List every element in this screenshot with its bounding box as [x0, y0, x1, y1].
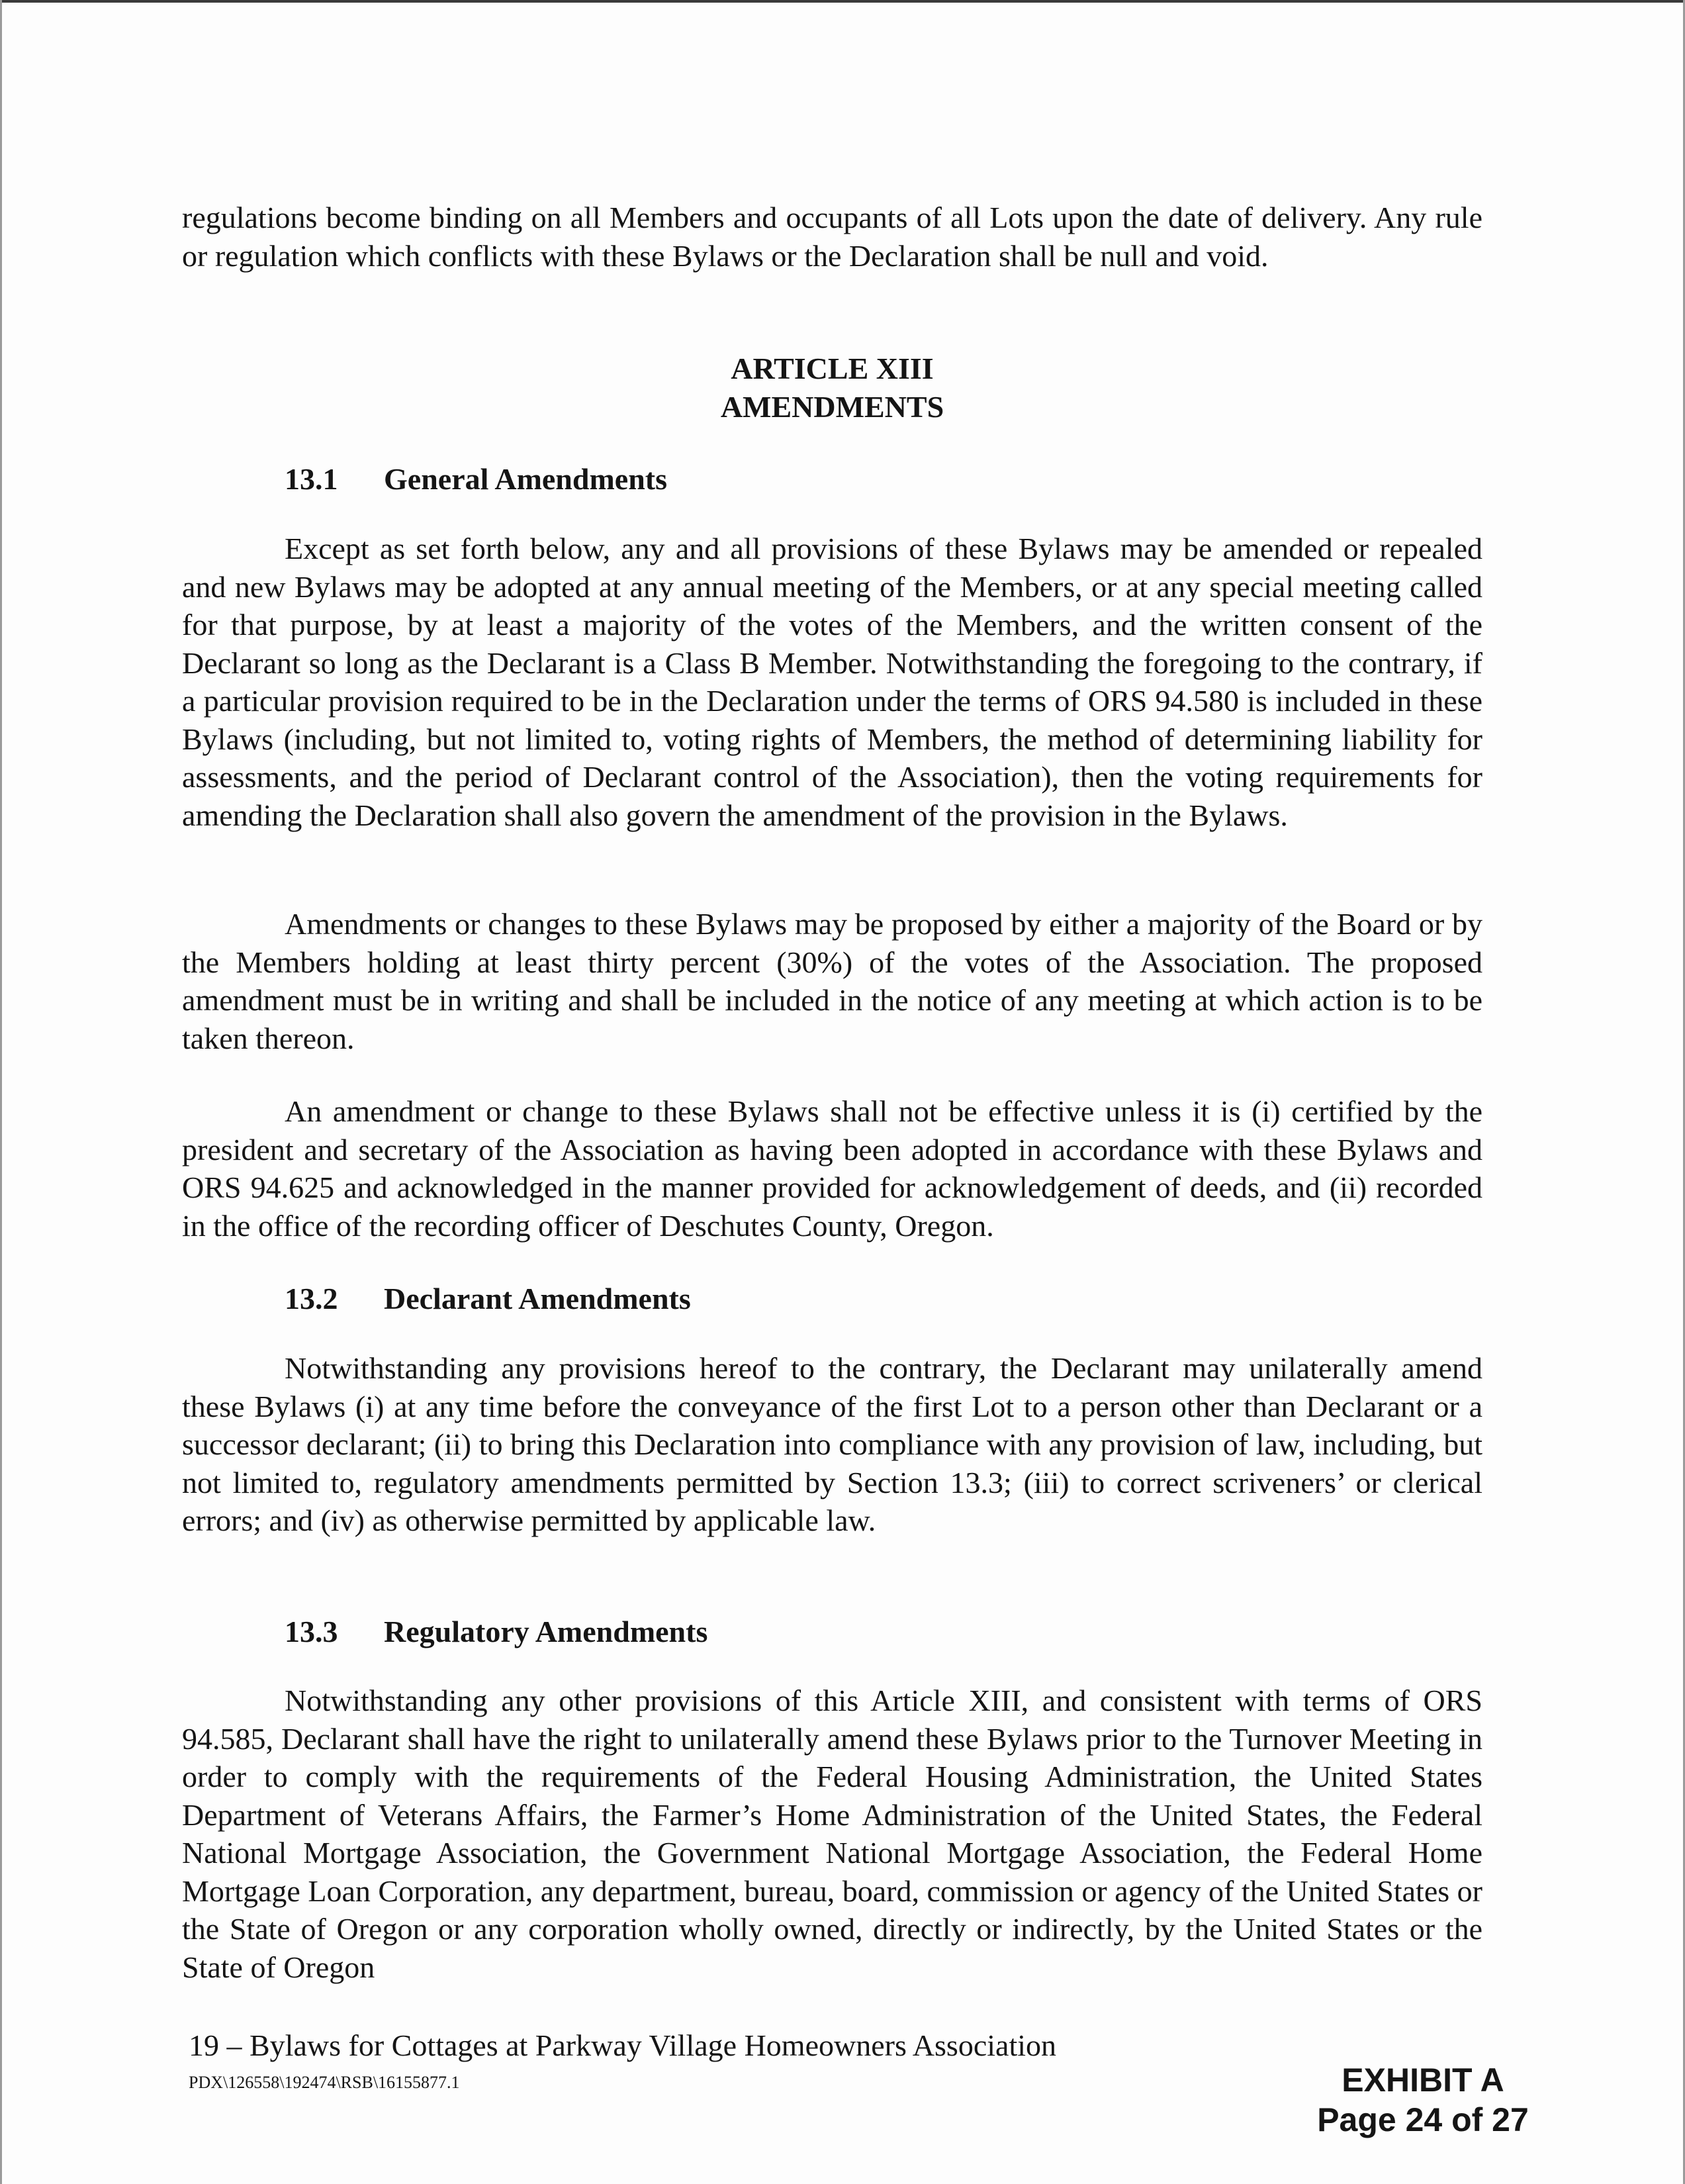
exhibit-label: EXHIBIT A — [1342, 2062, 1504, 2099]
section-number: 13.3 — [285, 1615, 338, 1648]
section-title: Declarant Amendments — [384, 1282, 691, 1315]
carryover-paragraph: regulations become binding on all Members and occupants of all Lots upon the date of delivery. Any rule or regulation which conflicts with these Bylaws or the Declaration shall be null and void. — [182, 201, 1482, 273]
scan-left-edge — [0, 0, 2, 2184]
article-title: AMENDMENTS — [720, 390, 944, 424]
footer-page-title: 19 – Bylaws for Cottages at Parkway Village Homeowners Association — [189, 2028, 1056, 2062]
section-title: Regulatory Amendments — [384, 1615, 708, 1648]
section-13-1-paragraph-1: Except as set forth below, any and all provisions of these Bylaws may be amended or repealed and new Bylaws may be adopted at any annual meeting of the Members, or at any special meeting called for that purpose, by at least a majority of the votes of the Members, and the written consent of the Declarant so long as the Declarant is a Class B Member. Notwithstanding the foregoing to the contrary, if a particular provision required to be in the Declaration under the terms of ORS 94.580 is included in these Bylaws (including, but not limited to, voting rights of Members, the method of determining liability for assessments, and the period of Declarant control of the Association), then the voting requirements for amending the Declaration shall also govern the amendment of the provision in the Bylaws. — [182, 532, 1482, 832]
article-number: ARTICLE XIII — [731, 352, 934, 385]
exhibit-page-label: Page 24 of 27 — [1317, 2101, 1529, 2138]
section-13-3-heading — [285, 1613, 707, 1651]
footer-document-id: PDX\126558\192474\RSB\16155877.1 — [189, 2073, 460, 2092]
section-number: 13.2 — [285, 1282, 338, 1315]
section-13-3-paragraph: Notwithstanding any other provisions of this Article XIII, and consistent with terms of ORS 94.585, Declarant shall have the right to unilaterally amend these Bylaws prior to the Turnover Meeting in order to comply with the requirements of the Federal Housing Administration, the United States Department of Veterans Affairs, the Farmer’s Home Administration of the United States, the Federal National Mortgage Association, the Government National Mortgage Association, the Federal Home Mortgage Loan Corporation, any department, bureau, board, commission or agency of the United States or the State of Oregon or any corporation wholly owned, directly or indirectly, by the United States or the State of Oregon — [182, 1684, 1482, 1984]
section-13-2-paragraph: Notwithstanding any provisions hereof to the contrary, the Declarant may unilaterally amend these Bylaws (i) at any time before the conveyance of the first Lot to a person other than Declarant or a successor declarant; (ii) to bring this Declaration into compliance with any provision of law, including, but not limited to, regulatory amendments permitted by Section 13.3; (iii) to correct scriveners’ or clerical errors; and (iv) as otherwise permitted by applicable law. — [182, 1351, 1482, 1537]
scan-top-edge — [0, 0, 1685, 3]
section-title: General Amendments — [384, 462, 668, 496]
section-number: 13.1 — [285, 462, 338, 496]
section-13-1-paragraph-3: An amendment or change to these Bylaws shall not be effective unless it is (i) certified by the president and secretary of the Association as having been adopted in accordance with these Bylaws and ORS 94.625 and acknowledged in the manner provided for acknowledgement of deeds, and (ii) recorded in the office of the recording officer of Deschutes County, Oregon. — [182, 1094, 1482, 1243]
section-13-2-heading — [285, 1280, 691, 1318]
section-13-1-heading — [285, 460, 667, 499]
section-13-1-paragraph-2: Amendments or changes to these Bylaws may be proposed by either a majority of the Board or by the Members holding at least thirty percent (30%) of the votes of the Association. The proposed amendment must be in writing and shall be included in the notice of any meeting at which action is to be taken thereon. — [182, 907, 1482, 1055]
